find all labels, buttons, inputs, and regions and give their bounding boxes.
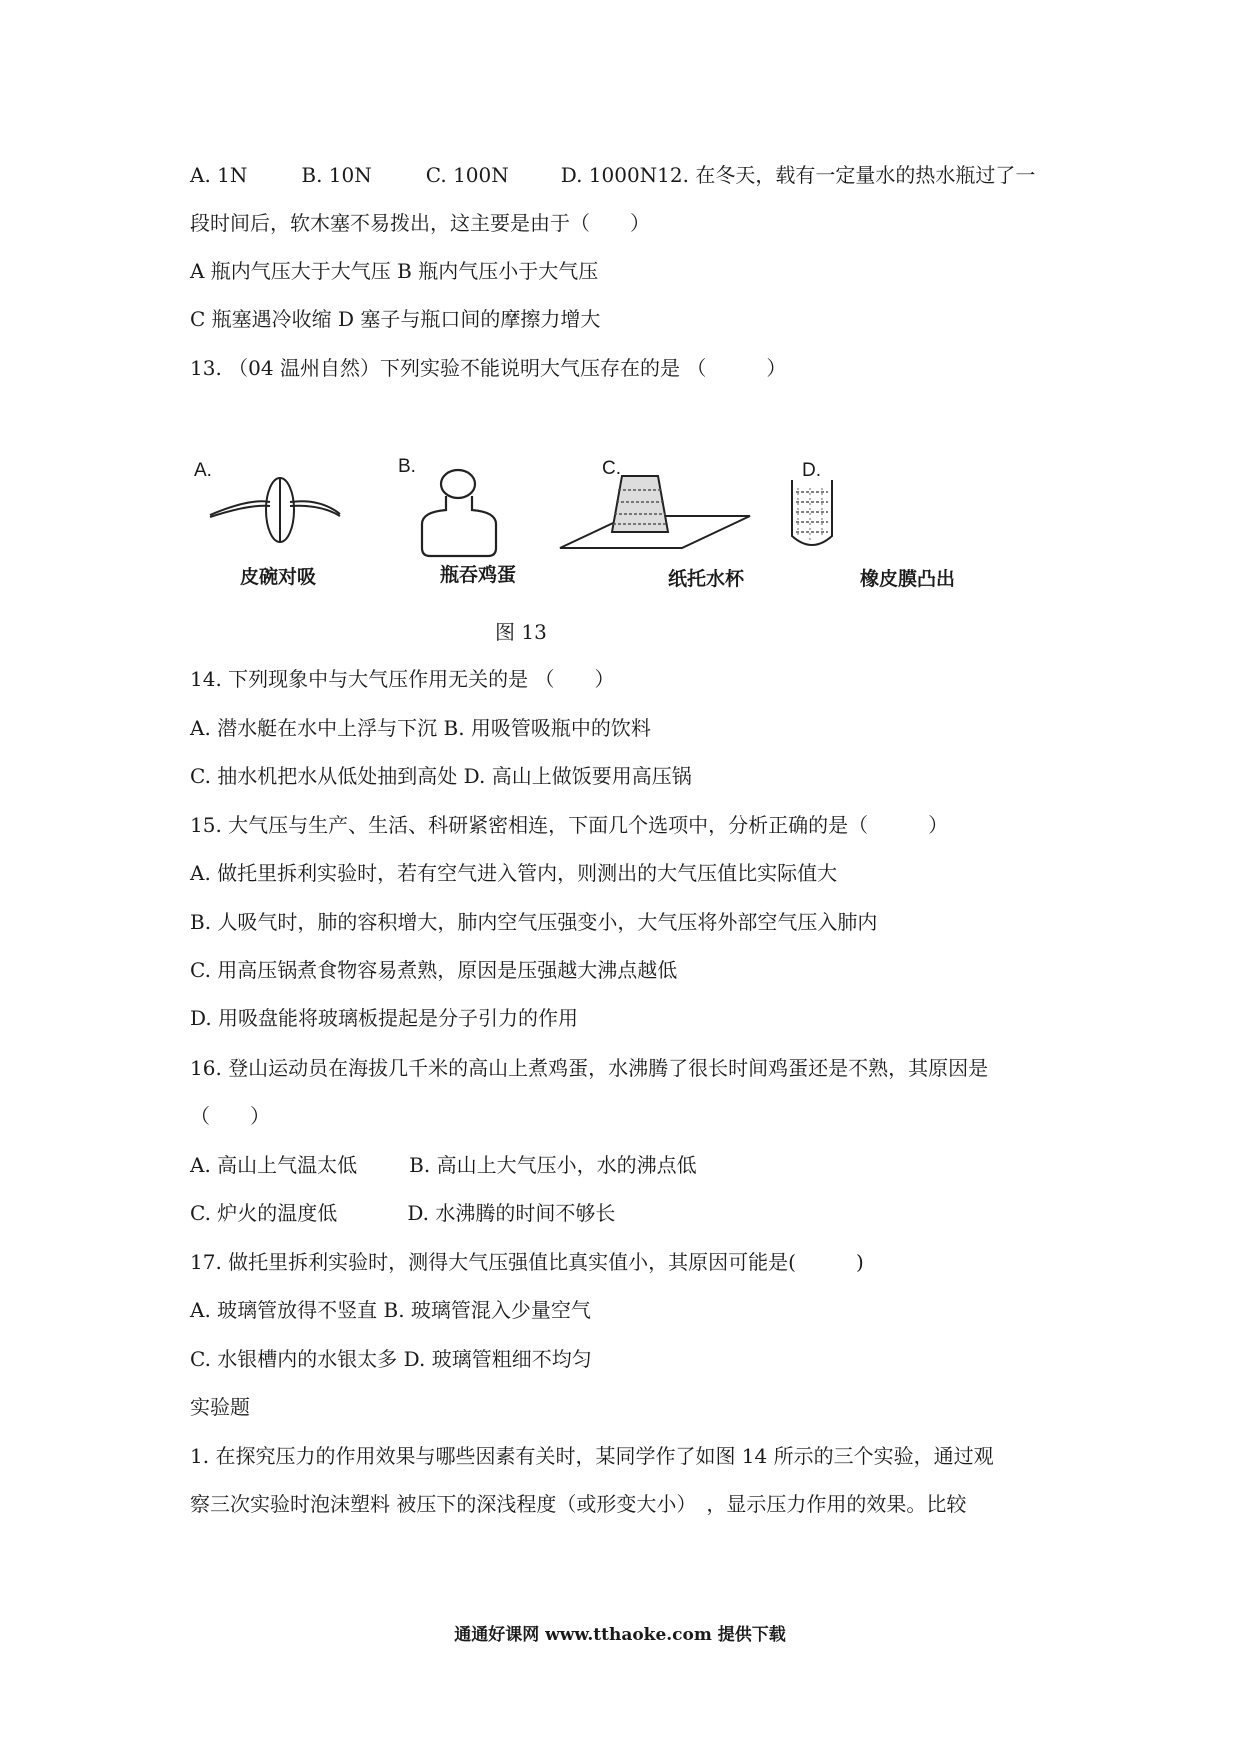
experiment-q1-line2: 察三次实验时泡沫塑料 被压下的深浅程度（或形变大小） ，显示压力作用的效果。比较 [190,1492,967,1516]
figure-option-a-letter: A. [194,460,212,481]
q16-options-ab [190,1152,697,1178]
experiment-q1-line1: 1. 在探究压力的作用效果与哪些因素有关时，某同学作了如图 14 所示的三个实验，通过观 [190,1444,994,1468]
footer-credit: 通通好课网 www.tthaoke.com 提供下载 [454,1625,786,1645]
q14-stem: 14. 下列现象中与大气压作用无关的是 （ ） [190,667,615,691]
q12-options-cd: C 瓶塞遇冷收缩 D 塞子与瓶口间的摩擦力增大 [190,307,601,331]
q11-option-b: B. 10N [301,163,372,187]
q13-stem: 13. （04 温州自然）下列实验不能说明大气压存在的是 （ ） [190,356,787,380]
q11-option-a: A. 1N [190,163,248,187]
q17-options-cd: C. 水银槽内的水银太多 D. 玻璃管粗细不均匀 [190,1347,592,1371]
figure-option-d-caption: 橡皮膜凸出 [860,568,956,590]
bottle-egg-icon [422,470,496,556]
figure-option-d-letter: D. [802,460,821,481]
q16-stem: 16. 登山运动员在海拔几千米的高山上煮鸡蛋，水沸腾了很长时间鸡蛋还是不熟，其原因是 [190,1056,989,1080]
figure-option-c-caption: 纸托水杯 [668,568,745,590]
figure-option-b-caption: 瓶吞鸡蛋 [440,564,517,586]
q11-options-q12-stem [190,162,1035,188]
q16-stem-cont: （ ） [190,1104,270,1128]
experiment-heading: 实验题 [190,1395,250,1419]
q16-option-c: C. 炉火的温度低 [190,1201,338,1225]
figure-option-a-caption: 皮碗对吸 [240,566,317,588]
q11-option-d-q12-stem: D. 1000N12. 在冬天，载有一定量水的热水瓶过了一 [560,163,1036,187]
q15-option-d: D. 用吸盘能将玻璃板提起是分子引力的作用 [190,1006,579,1030]
figure-option-b-letter: B. [398,456,416,477]
q15-option-c: C. 用高压锅煮食物容易煮熟，原因是压强越大沸点越低 [190,958,678,982]
figure-13-title: 图 13 [495,620,547,644]
q16-option-d: D. 水沸腾的时间不够长 [407,1201,616,1225]
figure-option-c-letter: C. [602,458,621,479]
q16-option-b: B. 高山上大气压小，水的沸点低 [409,1153,697,1177]
q17-stem: 17. 做托里拆利实验时，测得大气压强值比真实值小，其原因可能是( ) [190,1250,864,1274]
q14-options-cd: C. 抽水机把水从低处抽到高处 D. 高山上做饭要用高压锅 [190,764,692,788]
suction-cups-icon [210,478,340,542]
q12-stem-cont: 段时间后，软木塞不易拨出，这主要是由于（ ） [190,211,650,235]
inverted-cup-icon [560,476,750,548]
tube-membrane-icon [792,480,832,545]
q15-stem: 15. 大气压与生产、生活、科研紧密相连，下面几个选项中，分析正确的是（ ） [190,813,949,837]
q16-option-a: A. 高山上气温太低 [190,1153,358,1177]
q16-options-cd [190,1200,615,1226]
q14-options-ab: A. 潜水艇在水中上浮与下沉 B. 用吸管吸瓶中的饮料 [190,716,651,740]
figure-13 [190,450,1010,610]
q11-option-c: C. 100N [425,163,509,187]
q12-options-ab: A 瓶内气压大于大气压 B 瓶内气压小于大气压 [190,259,599,283]
q17-options-ab: A. 玻璃管放得不竖直 B. 玻璃管混入少量空气 [190,1298,591,1322]
q15-option-b: B. 人吸气时，肺的容积增大，肺内空气压强变小，大气压将外部空气压入肺内 [190,910,878,934]
q15-option-a: A. 做托里拆利实验时，若有空气进入管内，则测出的大气压值比实际值大 [190,861,838,885]
